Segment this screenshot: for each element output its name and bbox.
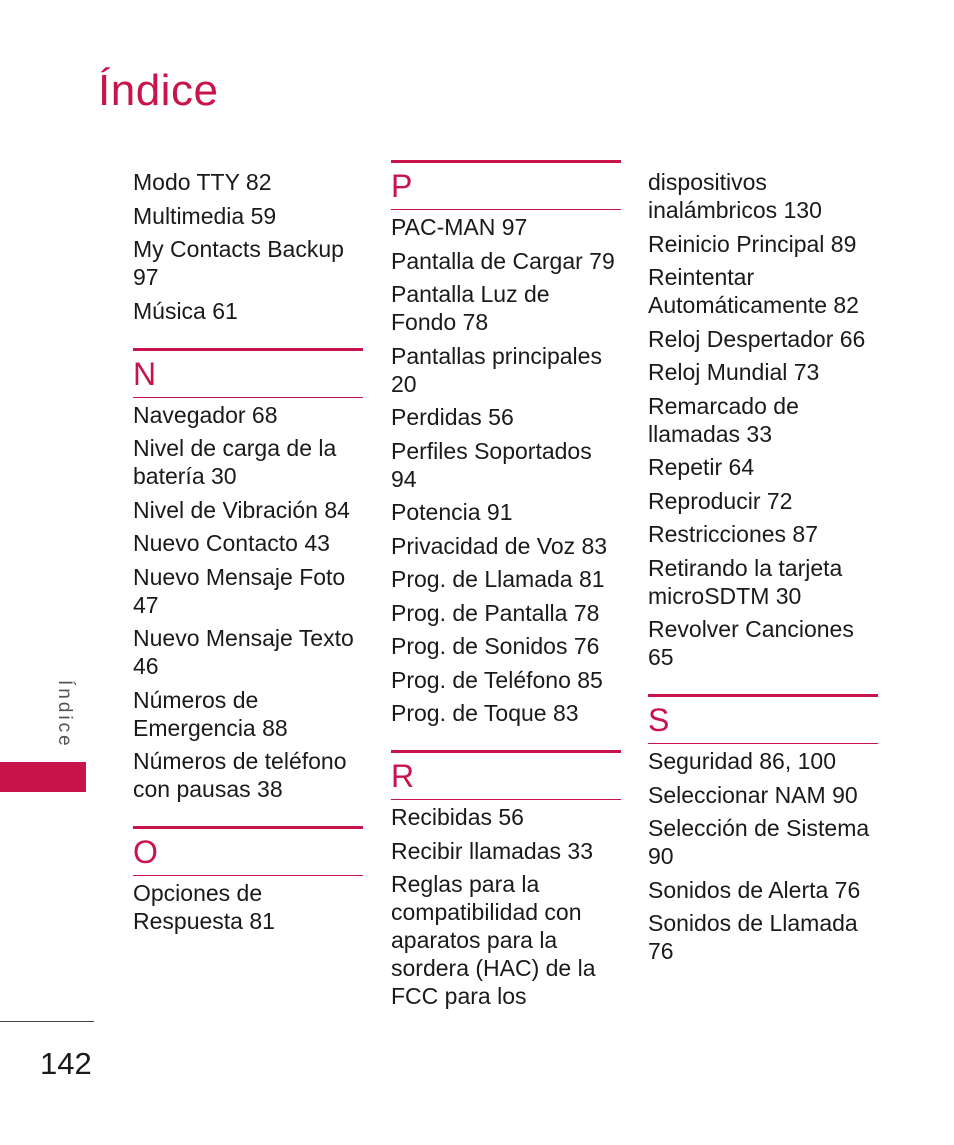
index-entry: Pantalla de Cargar 79	[391, 247, 615, 274]
index-entry: Nuevo Contacto 43	[133, 530, 330, 556]
index-entry: My Contacts Backup 97	[133, 236, 344, 290]
index-entry: Reloj Despertador 66	[648, 325, 866, 352]
index-entry: Potencia 91	[391, 499, 513, 525]
section-letter: O	[133, 834, 158, 870]
index-entry: Privacidad de Voz 83	[391, 532, 608, 559]
index-entry: Retirando la tarjeta microSDTM 30	[648, 554, 843, 609]
index-entry: Selección de Sistema 90	[648, 815, 870, 869]
index-section	[391, 160, 621, 727]
index-entry: Seguridad 86, 100	[648, 748, 836, 774]
index-entry: Restricciones 87	[648, 521, 819, 547]
index-entry: Opciones de Respuesta 81	[133, 880, 275, 934]
index-section	[648, 694, 878, 965]
index-entry: Prog. de Pantalla 78	[391, 599, 600, 626]
index-section	[391, 750, 621, 1010]
section-header	[391, 750, 621, 800]
index-column-2	[391, 160, 621, 1016]
index-entry: Prog. de Llamada 81	[391, 566, 605, 592]
page-title: Índice	[98, 66, 219, 115]
index-entry: Nivel de carga de la batería 30	[133, 435, 337, 489]
index-entry: Perfiles Soportados 94	[391, 437, 592, 492]
index-section	[648, 168, 878, 671]
index-entry: Nuevo Mensaje Foto 47	[133, 563, 346, 618]
index-entry: Revolver Canciones 65	[648, 616, 854, 670]
index-entry: Pantalla Luz de Fondo 78	[391, 281, 550, 335]
index-entry: Reinicio Principal 89	[648, 230, 857, 257]
index-entry: Seleccionar NAM 90	[648, 781, 858, 808]
index-entry: Pantallas principales 20	[391, 342, 602, 397]
section-header	[391, 160, 621, 210]
index-entry: Remarcado de llamadas 33	[648, 392, 799, 447]
section-letter: P	[391, 168, 413, 204]
section-header	[648, 694, 878, 744]
page-number: 142	[40, 1046, 92, 1081]
index-column-3	[648, 168, 878, 971]
index-entry: PAC-MAN 97	[391, 214, 528, 240]
index-entry: Recibir llamadas 33	[391, 837, 593, 864]
side-section-tab	[0, 762, 86, 792]
section-letter: R	[391, 758, 415, 794]
index-section	[133, 826, 363, 935]
index-entry: Sonidos de Llamada 76	[648, 910, 858, 964]
index-entry: Números de teléfono con pausas 38	[133, 748, 347, 802]
index-entry: Reloj Mundial 73	[648, 359, 820, 385]
index-entry: Multimedia 59	[133, 202, 277, 229]
side-section-label: Índice	[54, 680, 75, 749]
index-entry: Prog. de Toque 83	[391, 700, 579, 726]
section-letter: N	[133, 355, 157, 392]
section-header	[133, 826, 363, 876]
index-entry: Prog. de Sonidos 76	[391, 633, 600, 659]
index-entry: Reintentar Automáticamente 82	[648, 264, 859, 318]
index-entry: Reproducir 72	[648, 487, 793, 514]
index-section	[133, 348, 363, 804]
footer-rule	[0, 1021, 94, 1022]
index-entry: Música 61	[133, 297, 238, 324]
index-entry: Perdidas 56	[391, 404, 514, 430]
index-entry: Sonidos de Alerta 76	[648, 876, 861, 903]
index-entry: Recibidas 56	[391, 804, 524, 830]
index-entry: Reglas para la compatibilidad con aparatos para la sordera (HAC) de la FCC para los	[391, 871, 596, 1009]
index-entry: Nuevo Mensaje Texto 46	[133, 625, 354, 679]
index-entry: Números de Emergencia 88	[133, 686, 288, 741]
index-entry: dispositivos inalámbricos 130	[648, 169, 822, 223]
index-entry: Modo TTY 82	[133, 169, 272, 195]
index-column-1	[133, 168, 363, 941]
index-entry: Nivel de Vibración 84	[133, 496, 350, 523]
index-entry: Repetir 64	[648, 454, 755, 480]
index-entry: Prog. de Teléfono 85	[391, 666, 603, 693]
section-letter: S	[648, 702, 670, 738]
section-header	[133, 348, 363, 398]
index-entry: Navegador 68	[133, 401, 278, 428]
index-section	[133, 168, 363, 325]
